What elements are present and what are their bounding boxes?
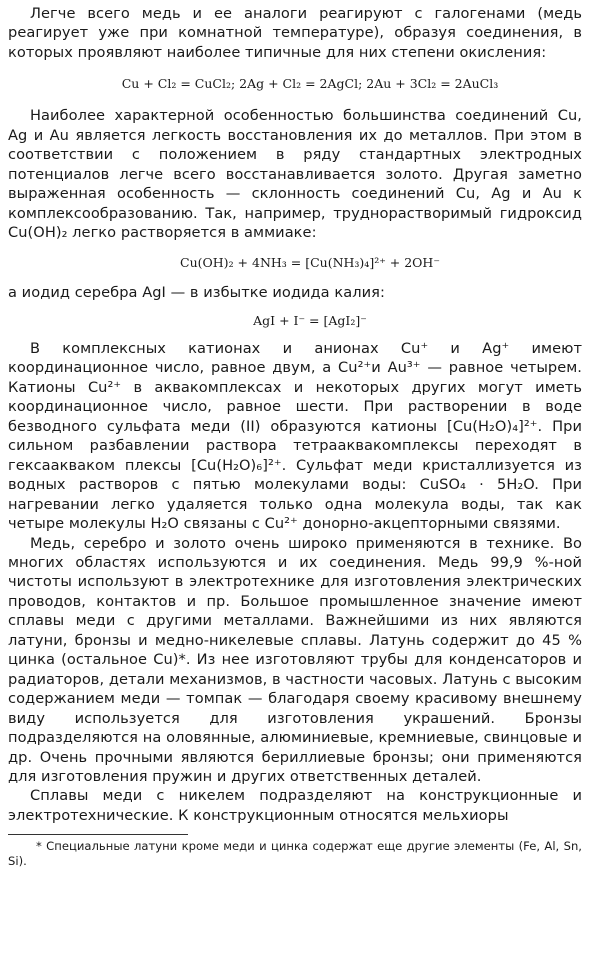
paragraph-applications: Медь, серебро и золото очень широко применяются в технике. Во многих областях используются и их соединения. Медь 99,9 %-ной чистоты используют в электротехнике для изготовления электрических проводов, контактов и пр. Большое промышленное значение имеют сплавы меди с другими металлами. Важнейшими из них являются латуни, бронзы и медно-никелевые сплавы. Латунь содержит до 45 % цинка (остальное Cu)*. Из нее изготовляют трубы для конденсаторов и радиаторов, детали механизмов, в частности часовых. Латунь с высоким содержанием меди — томпак — благодаря своему красивому внешнему виду используется для изготовления украшений. Бронзы подразделяются на оловянные, алюминиевые, кремниевые, свинцовые и др. Очень прочными являются бериллиевые бронзы; они применяются для изготовления пружин и других ответственных деталей. <box>8 534 582 785</box>
paragraph-copper-nickel-alloys: Сплавы меди с никелем подразделяют на конструкционные и электротехнические. К конструкционным относятся мельхиоры <box>8 787 582 824</box>
footnote-brass: * Специальные латуни кроме меди и цинка содержат еще другие элементы (Fe, Al, Sn, Si). <box>8 839 582 869</box>
paragraph-reduction-complexation: Наиболее характерной особенностью большинства соединений Cu, Ag и Au является легкость восстановления их до металлов. При этом в соответствии с положением в ряду стандартных электродных потенциалов легче всего восстанавливается золото. Другая заметно выраженная особенность — склонность соединений Cu, Ag и Au к комплексообразованию. Так, например, труднорастворимый гидроксид Cu(OH)₂ легко растворяется в аммиаке: <box>8 107 582 242</box>
equation-ammonia-complex: Cu(OH)₂ + 4NH₃ = [Cu(NH₃)₄]²⁺ + 2OH⁻ <box>180 254 440 270</box>
footnote-divider <box>8 834 188 835</box>
paragraph-coordination-number: В комплексных катионах и анионах Cu⁺ и Ag⁺ имеют координационное число, равное двум, а Cu²⁺и Au³⁺ — равное четырем. Катионы Cu²⁺ в аквакомплексах и некоторых других могут иметь координационное число, равное шести. При растворении в воде безводного сульфата меди (II) образуются катионы [Cu(H₂O)₄]²⁺. При сильном разбавлении раствора тетрааквакомплексы переходят в гексаакваком плексы [Cu(H₂O)₆]²⁺. Сульфат меди кристаллизуется из водных растворов с пятью молекулами воды: CuSO₄ · 5H₂O. При нагревании легко удаляется только одна молекула воды, так как четыре молекулы H₂O связаны с Cu²⁺ донорно-акцепторными связями. <box>8 339 582 533</box>
paragraph-silver-iodide: а иодид серебра AgI — в избытке иодида калия: <box>8 283 385 301</box>
paragraph-halogens: Легче всего медь и ее аналоги реагируют с галогенами (медь реагирует уже при комнатной температуре), образуя соединения, в которых проявляют наиболее типичные для них степени окисления: <box>8 5 582 61</box>
equation-halogen-reactions: Cu + Cl₂ = CuCl₂; 2Ag + Cl₂ = 2AgCl; 2Au + 3Cl₂ = 2AuCl₃ <box>121 76 499 92</box>
equation-iodide-complex: AgI + I⁻ = [AgI₂]⁻ <box>253 312 367 328</box>
